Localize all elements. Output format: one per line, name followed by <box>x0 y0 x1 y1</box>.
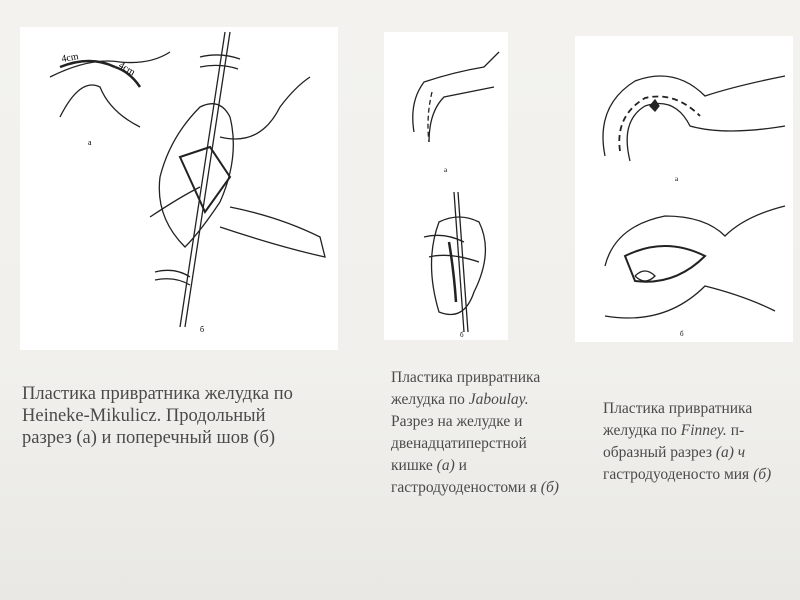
surgeon-name: Finney. <box>680 422 727 439</box>
sub-label-b: б <box>680 330 684 338</box>
caption-text: п-образный разрез <box>603 422 745 461</box>
sub-label-a: а <box>444 166 448 174</box>
heineke-mikulicz-caption <box>22 383 352 449</box>
measure-label-2: 4cm <box>116 60 137 79</box>
surgeon-name: Jaboulay. <box>468 391 529 408</box>
finney-illustration <box>575 36 793 342</box>
finney-caption <box>603 398 783 486</box>
caption-text: Пластика привратника желудка по <box>603 400 753 439</box>
label-b: (б) <box>540 479 559 496</box>
sub-label-a: а <box>675 175 679 183</box>
label-a: (а) ч <box>715 444 746 461</box>
caption-line: разрез (а) и поперечный шов (б) <box>22 428 276 448</box>
jaboulay-illustration <box>384 32 508 340</box>
caption-line: Пластика привратника желудка по <box>22 384 293 404</box>
caption-text: Пластика привратника желудка по <box>391 369 541 408</box>
caption-text: Разрез на желудке и двенадцатиперстной кишке <box>391 413 527 474</box>
jaboulay-caption <box>391 367 571 499</box>
heineke-mikulicz-illustration <box>20 27 338 350</box>
caption-text: гастродуоденосто мия <box>603 466 754 483</box>
sub-label-a: a <box>88 138 92 147</box>
measure-label-1: 4cm <box>60 51 80 65</box>
caption-line: Heineke-Mikulicz. Продольный <box>22 406 266 426</box>
caption-text: и гастродуоденостоми я <box>391 457 541 496</box>
sub-label-b: б <box>460 331 464 339</box>
sub-label-b: б <box>200 325 205 334</box>
label-a: (а) <box>436 457 455 474</box>
label-b: (б) <box>753 466 772 483</box>
